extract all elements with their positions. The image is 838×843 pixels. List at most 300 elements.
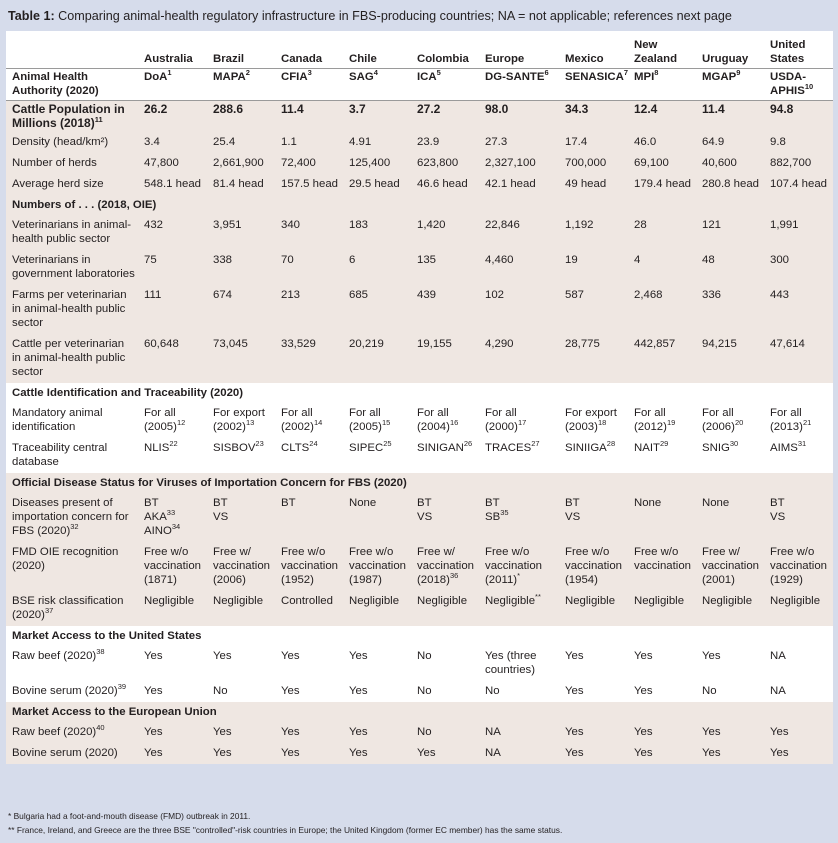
cell-value: No <box>213 685 228 697</box>
cell-chile <box>344 438 412 473</box>
cell-reference: ** <box>535 592 541 602</box>
cell-australia <box>139 403 208 438</box>
cell-new-zealand <box>629 215 697 250</box>
cell-australia <box>139 153 208 174</box>
cell-chile <box>344 646 412 681</box>
cell-canada <box>276 591 344 626</box>
cell-value: For all (2000) <box>485 407 518 433</box>
cell-value: 40,600 <box>702 157 737 169</box>
cell-new-zealand <box>629 101 697 133</box>
cell-uruguay <box>697 646 765 681</box>
cell-chile <box>344 743 412 764</box>
cell-canada <box>276 681 344 702</box>
cell-value: None <box>634 497 662 509</box>
cell-colombia <box>412 493 480 542</box>
cell-reference: 26 <box>463 439 473 449</box>
column-header-canada: Canada <box>276 31 344 69</box>
cell-canada <box>276 542 344 591</box>
cell-chile <box>344 101 412 133</box>
cell-value: Yes <box>634 650 653 662</box>
cell-value: SIPEC <box>349 442 384 454</box>
section-header-row <box>6 702 833 722</box>
cell-value: Yes <box>349 726 368 738</box>
cell-value: NA <box>485 747 501 759</box>
cell-value: No <box>417 685 432 697</box>
cell-value: For all (2012) <box>634 407 667 433</box>
section-header-row <box>6 626 833 646</box>
cell-value: Yes <box>281 685 300 697</box>
cell-value: Negligible <box>417 595 468 607</box>
cell-canada <box>276 334 344 383</box>
cell-colombia <box>412 174 480 195</box>
cell-value: Yes <box>144 650 163 662</box>
cell-value: Yes <box>213 650 232 662</box>
cell-value: 2,327,100 <box>485 157 536 169</box>
cell-europe <box>480 215 560 250</box>
cell-reference: 23 <box>255 439 264 449</box>
cell-united-states <box>765 403 833 438</box>
cell-reference: 5 <box>436 68 441 78</box>
cell-colombia <box>412 743 480 764</box>
cell-mexico <box>560 591 629 626</box>
cell-colombia <box>412 132 480 153</box>
cell-canada <box>276 285 344 334</box>
cell-value: 2,468 <box>634 289 663 301</box>
cell-value: NA <box>770 685 786 697</box>
cell-uruguay <box>697 681 765 702</box>
cell-value: Negligible <box>770 595 821 607</box>
cell-value: Controlled <box>281 595 333 607</box>
cell-chile <box>344 250 412 285</box>
cell-value: Yes <box>349 685 368 697</box>
cell-chile <box>344 285 412 334</box>
cell-value: DG-SANTE <box>485 71 545 83</box>
cell-reference: 22 <box>169 439 178 449</box>
table-caption-label: Table 1: <box>8 9 55 23</box>
cell-colombia <box>412 646 480 681</box>
cell-australia <box>139 132 208 153</box>
cell-uruguay <box>697 174 765 195</box>
cell-value: Negligible <box>634 595 685 607</box>
cell-united-states <box>765 493 833 542</box>
cell-reference: 4 <box>373 68 378 78</box>
cell-value: For all (2005) <box>144 407 177 433</box>
cell-value: Yes <box>281 747 300 759</box>
cell-brazil <box>208 722 276 743</box>
cell-colombia <box>412 403 480 438</box>
cell-brazil <box>208 101 276 133</box>
cell-europe <box>480 722 560 743</box>
cell-canada <box>276 722 344 743</box>
row-label <box>6 493 139 542</box>
cell-new-zealand <box>629 542 697 591</box>
column-header-united-states: United States <box>765 31 833 69</box>
cell-europe <box>480 69 560 101</box>
cell-value: SENASICA <box>565 71 624 83</box>
column-header-row <box>6 31 833 69</box>
row-label-text: Diseases present of importation concern for FBS (2020) <box>12 497 129 537</box>
cell-chile <box>344 215 412 250</box>
column-header-australia: Australia <box>139 31 208 69</box>
column-header-colombia: Colombia <box>412 31 480 69</box>
cell-value: 4,460 <box>485 254 514 266</box>
cell-value: 300 <box>770 254 790 266</box>
section-title: Market Access to the European Union <box>6 702 833 722</box>
cell-uruguay <box>697 334 765 383</box>
row-label <box>6 285 139 334</box>
cell-value: Yes <box>144 685 163 697</box>
cell-reference: 7 <box>623 68 629 78</box>
cell-mexico <box>560 722 629 743</box>
cell-reference: 9 <box>736 68 741 78</box>
cell-value: 98.0 <box>485 102 509 116</box>
cell-new-zealand <box>629 153 697 174</box>
cell-mexico <box>560 403 629 438</box>
cell-chile <box>344 403 412 438</box>
cell-value: Negligible <box>565 595 616 607</box>
cell-colombia <box>412 101 480 133</box>
cell-value: 3.4 <box>144 136 160 148</box>
cell-new-zealand <box>629 285 697 334</box>
cell-reference: 35 <box>500 508 509 518</box>
cell-canada <box>276 438 344 473</box>
cell-value: SINIGAN <box>417 442 464 454</box>
cell-reference: 1 <box>167 68 172 78</box>
row-label <box>6 743 139 764</box>
cell-new-zealand <box>629 174 697 195</box>
cell-value: ICA <box>417 71 437 83</box>
cell-australia <box>139 493 208 542</box>
cell-value: 28,775 <box>565 338 600 350</box>
cell-value: Negligible <box>349 595 400 607</box>
cell-value: 280.8 head <box>702 178 760 190</box>
cell-brazil <box>208 153 276 174</box>
cell-value: Free w/o vaccination (1871) <box>144 546 201 586</box>
cell-value: 9.8 <box>770 136 786 148</box>
cell-value: 442,857 <box>634 338 676 350</box>
cell-united-states <box>765 334 833 383</box>
cell-line: BT <box>144 497 159 509</box>
cell-value: Yes <box>349 650 368 662</box>
table-row <box>6 681 833 702</box>
cell-mexico <box>560 174 629 195</box>
cell-reference: 19 <box>666 418 676 428</box>
cell-chile <box>344 69 412 101</box>
cell-value: 4 <box>634 254 641 266</box>
cell-value: Yes <box>565 650 584 662</box>
cell-australia <box>139 215 208 250</box>
cell-value: BT VS <box>213 497 229 523</box>
cell-value: Yes <box>213 747 232 759</box>
cell-colombia <box>412 153 480 174</box>
cell-value: SINIIGA <box>565 442 607 454</box>
cell-uruguay <box>697 250 765 285</box>
section-title: Cattle Identification and Traceability (2020) <box>6 383 833 403</box>
cell-united-states <box>765 132 833 153</box>
cell-value: BT <box>281 497 296 509</box>
cell-colombia <box>412 681 480 702</box>
cell-reference: 21 <box>802 418 812 428</box>
cell-brazil <box>208 438 276 473</box>
cell-value: 439 <box>417 289 437 301</box>
cell-value: 94.8 <box>770 102 794 116</box>
cell-reference: * <box>517 571 521 581</box>
cell-chile <box>344 153 412 174</box>
cell-united-states <box>765 646 833 681</box>
cell-europe <box>480 153 560 174</box>
cell-colombia <box>412 542 480 591</box>
cell-line: AINO$^{34}$ <box>144 522 181 537</box>
cell-value: CLTS <box>281 442 310 454</box>
row-label-text: Density (head/km²) <box>12 136 109 148</box>
cell-reference: 28 <box>606 439 616 449</box>
cell-value: 1,420 <box>417 219 446 231</box>
table-row <box>6 722 833 743</box>
cell-value: No <box>485 685 500 697</box>
cell-value: 12.4 <box>634 102 658 116</box>
cell-reference: 6 <box>544 68 549 78</box>
cell-reference: 25 <box>383 439 392 449</box>
row-label-text: Mandatory animal identification <box>12 407 103 433</box>
cell-value: 11.4 <box>281 102 304 116</box>
cell-united-states <box>765 174 833 195</box>
cell-value: 47,800 <box>144 157 179 169</box>
cell-uruguay <box>697 215 765 250</box>
cell-uruguay <box>697 69 765 101</box>
cell-value: 49 head <box>565 178 607 190</box>
row-label-reference: 37 <box>44 606 54 616</box>
cell-line: AKA$^{33}$ <box>144 508 176 523</box>
row-label-text: Veterinarians in government laboratories <box>12 254 135 280</box>
table-body <box>6 31 833 764</box>
cell-value: 111 <box>144 289 162 301</box>
cell-value: Free w/ vaccination (2018) <box>417 546 474 586</box>
cell-value: MAPA <box>213 71 246 83</box>
row-label-text: Raw beef (2020) <box>12 726 97 738</box>
cell-value: For all (2002) <box>281 407 314 433</box>
cell-value: 69,100 <box>634 157 669 169</box>
header-corner <box>6 31 139 69</box>
cell-colombia <box>412 285 480 334</box>
table-row <box>6 493 833 542</box>
cell-reference: 27 <box>531 439 540 449</box>
table-row <box>6 174 833 195</box>
cell-value: 1.1 <box>281 136 297 148</box>
cell-value: 157.5 head <box>281 178 339 190</box>
cell-value: 3.7 <box>349 102 366 116</box>
cell-australia <box>139 438 208 473</box>
cell-reference: 2 <box>245 68 250 78</box>
cell-value: For export (2002) <box>213 407 265 433</box>
cell-mexico <box>560 438 629 473</box>
cell-value: 882,700 <box>770 157 812 169</box>
table-row <box>6 101 833 133</box>
cell-canada <box>276 174 344 195</box>
cell-value: Negligible <box>144 595 195 607</box>
cell-united-states <box>765 285 833 334</box>
cell-chile <box>344 132 412 153</box>
column-header-chile: Chile <box>344 31 412 69</box>
cell-brazil <box>208 542 276 591</box>
cell-europe <box>480 438 560 473</box>
cell-brazil <box>208 403 276 438</box>
regulatory-comparison-table <box>6 31 833 764</box>
cell-united-states <box>765 722 833 743</box>
cell-canada <box>276 403 344 438</box>
cell-value: Yes <box>634 726 653 738</box>
cell-value: 1,991 <box>770 219 799 231</box>
row-label <box>6 591 139 626</box>
cell-brazil <box>208 591 276 626</box>
cell-value: SAG <box>349 71 374 83</box>
cell-chile <box>344 334 412 383</box>
cell-value: Yes <box>702 747 721 759</box>
cell-chile <box>344 722 412 743</box>
cell-reference: 33 <box>166 508 176 518</box>
cell-value: SNIG <box>702 442 730 454</box>
cell-value: 288.6 <box>213 102 244 116</box>
cell-value: CFIA <box>281 71 308 83</box>
cell-new-zealand <box>629 403 697 438</box>
cell-canada <box>276 215 344 250</box>
cell-uruguay <box>697 542 765 591</box>
cell-australia <box>139 69 208 101</box>
cell-brazil <box>208 250 276 285</box>
cell-united-states <box>765 215 833 250</box>
cell-uruguay <box>697 153 765 174</box>
cell-uruguay <box>697 743 765 764</box>
cell-colombia <box>412 334 480 383</box>
cell-value: 17.4 <box>565 136 588 148</box>
cell-australia <box>139 101 208 133</box>
cell-new-zealand <box>629 591 697 626</box>
cell-value: Yes <box>702 650 721 662</box>
table-row <box>6 215 833 250</box>
cell-value: 75 <box>144 254 157 266</box>
cell-reference: 24 <box>309 439 318 449</box>
cell-value: Free w/o vaccination (1987) <box>349 546 406 586</box>
row-label <box>6 215 139 250</box>
cell-value: Yes <box>770 747 789 759</box>
cell-canada <box>276 69 344 101</box>
cell-value: 183 <box>349 219 369 231</box>
section-header-row <box>6 195 833 215</box>
cell-value: Free w/o vaccination (1952) <box>281 546 338 586</box>
cell-value: Yes <box>213 726 232 738</box>
cell-value: 26.2 <box>144 102 168 116</box>
cell-australia <box>139 334 208 383</box>
cell-colombia <box>412 69 480 101</box>
cell-colombia <box>412 722 480 743</box>
cell-new-zealand <box>629 493 697 542</box>
cell-value: 47,614 <box>770 338 805 350</box>
section-title: Numbers of . . . (2018, OIE) <box>6 195 833 215</box>
cell-uruguay <box>697 132 765 153</box>
cell-value: Yes <box>565 726 584 738</box>
cell-europe <box>480 681 560 702</box>
cell-value: For all (2013) <box>770 407 803 433</box>
row-label-text: Farms per veterinarian in animal-health public sector <box>12 289 127 329</box>
cell-value: AIMS <box>770 442 798 454</box>
cell-europe <box>480 101 560 133</box>
cell-value: Yes <box>144 726 163 738</box>
cell-mexico <box>560 69 629 101</box>
cell-value: 548.1 head <box>144 178 202 190</box>
cell-value: 102 <box>485 289 505 301</box>
cell-uruguay <box>697 493 765 542</box>
cell-reference: 36 <box>449 571 459 581</box>
cell-value: Free w/o vaccination (1954) <box>565 546 622 586</box>
column-header-mexico: Mexico <box>560 31 629 69</box>
cell-reference: 13 <box>245 418 255 428</box>
cell-value: 623,800 <box>417 157 459 169</box>
table-caption-text: Comparing animal-health regulatory infrastructure in FBS-producing countries; NA = not applicable; references next page <box>58 9 732 23</box>
cell-mexico <box>560 493 629 542</box>
row-label-reference: 11 <box>94 115 103 124</box>
cell-europe <box>480 743 560 764</box>
cell-value: BT VS <box>565 497 581 523</box>
cell-value: 674 <box>213 289 233 301</box>
cell-value: Yes <box>144 747 163 759</box>
cell-colombia <box>412 215 480 250</box>
cell-reference: 29 <box>659 439 669 449</box>
cell-reference: 12 <box>176 418 186 428</box>
cell-canada <box>276 250 344 285</box>
cell-value: 340 <box>281 219 301 231</box>
cell-value: Yes (three countries) <box>485 650 537 676</box>
cell-value: 432 <box>144 219 164 231</box>
cell-value: 179.4 head <box>634 178 692 190</box>
cell-uruguay <box>697 438 765 473</box>
cell-value: Free w/ vaccination (2001) <box>702 546 759 586</box>
cell-chile <box>344 174 412 195</box>
row-label <box>6 681 139 702</box>
cell-value: None <box>349 497 377 509</box>
cell-europe <box>480 174 560 195</box>
row-label-text: Cattle per veterinarian in animal-health public sector <box>12 338 126 378</box>
cell-europe <box>480 403 560 438</box>
cell-value: BT VS <box>417 497 433 523</box>
cell-new-zealand <box>629 722 697 743</box>
section-title: Market Access to the United States <box>6 626 833 646</box>
cell-value: 2,661,900 <box>213 157 264 169</box>
row-label-reference: 38 <box>96 647 105 657</box>
cell-reference: 8 <box>654 68 659 78</box>
row-label-reference: 32 <box>70 522 79 532</box>
section-title: Official Disease Status for Viruses of Importation Concern for FBS (2020) <box>6 473 833 493</box>
cell-value: Yes <box>349 747 368 759</box>
cell-value: NA <box>770 650 786 662</box>
cell-value: Free w/o vaccination (1929) <box>770 546 827 586</box>
cell-value: 338 <box>213 254 233 266</box>
cell-new-zealand <box>629 69 697 101</box>
table-row <box>6 591 833 626</box>
cell-brazil <box>208 69 276 101</box>
cell-colombia <box>412 438 480 473</box>
row-label <box>6 646 139 681</box>
cell-uruguay <box>697 403 765 438</box>
cell-new-zealand <box>629 132 697 153</box>
row-label-text: Bovine serum (2020) <box>12 685 118 697</box>
cell-value: Negligible <box>485 595 536 607</box>
cell-value: NAIT <box>634 442 660 454</box>
cell-canada <box>276 646 344 681</box>
cell-value: Free w/o vaccination (2011) <box>485 546 542 586</box>
row-label <box>6 153 139 174</box>
cell-new-zealand <box>629 646 697 681</box>
cell-value: Yes <box>634 685 653 697</box>
cell-canada <box>276 101 344 133</box>
